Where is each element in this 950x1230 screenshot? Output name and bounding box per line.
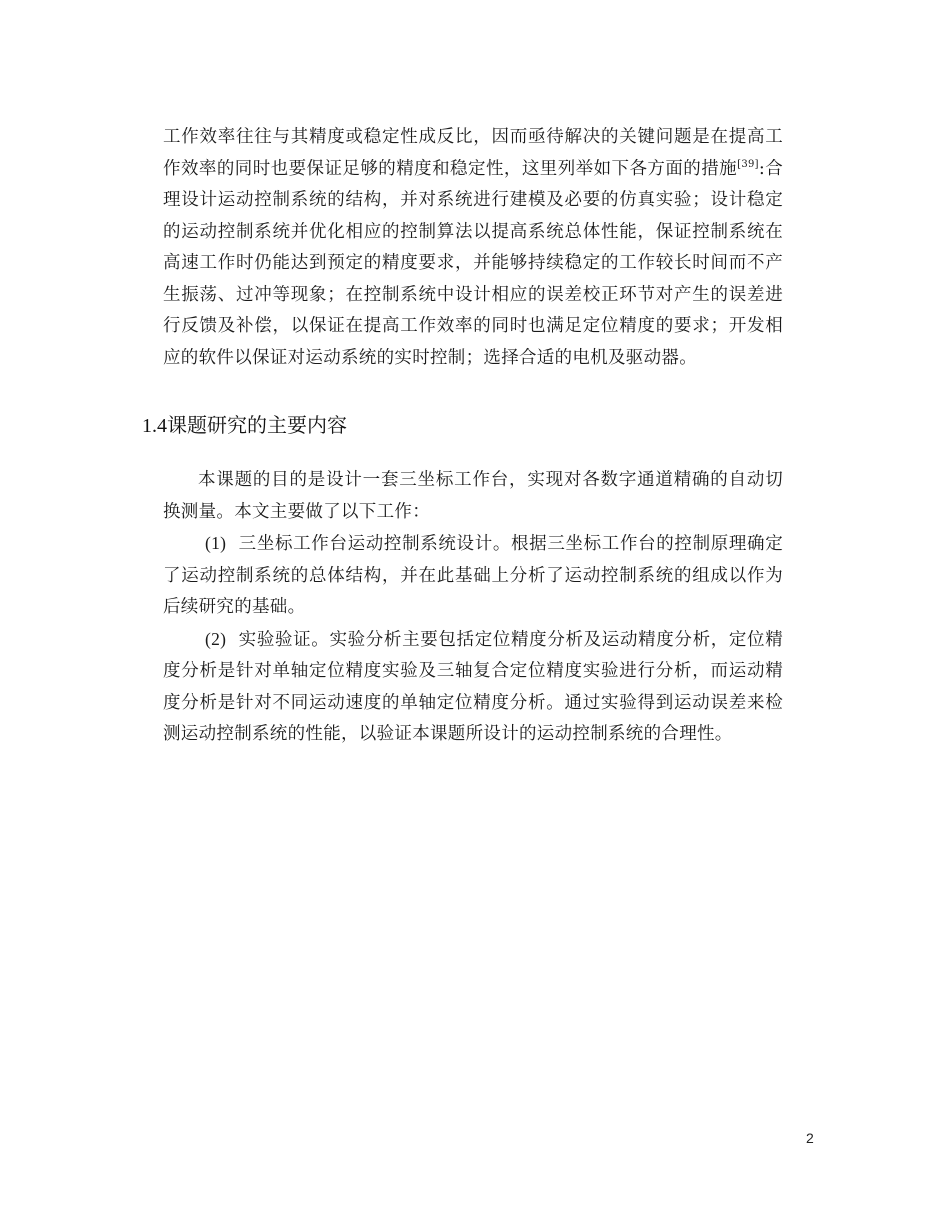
section-heading: [142, 410, 347, 441]
list-item: [163, 528, 783, 624]
page-number: 2: [806, 1130, 814, 1146]
list-item-number: (1): [205, 533, 227, 553]
section-number: 1.4: [142, 415, 167, 437]
body-paragraph: [163, 122, 783, 374]
section-title: 课题研究的主要内容: [167, 413, 347, 437]
citation-superscript: [39]: [737, 158, 759, 170]
list-item-number: (2): [205, 628, 227, 649]
list-item: [163, 624, 783, 751]
paragraph-text-continued: :合理设计运动控制系统的结构，并对系统进行建模及必要的仿真实验；设计稳定的运动控制系统并优化相应的控制算法以提高系统总体性能，保证控制系统在高速工作时仍能达到预定的精度要求，并能够持续稳定的工作较长时间而不产生振荡、过冲等现象；在控制系统中设计相应的误差校正环节对产生的误差进行反馈及补偿，以保证在提高工作效率的同时也满足定位精度的要求；开发相应的软件以保证对运动系统的实时控制；选择合适的电机及驱动器。: [163, 158, 783, 368]
intro-paragraph: 本课题的目的是设计一套三坐标工作台，实现对各数字通道精确的自动切换测量。本文主要做了以下工作：: [163, 470, 783, 522]
paragraph-text: 工作效率往往与其精度或稳定性成反比，因而亟待解决的关键问题是在提高工作效率的同时也要保证足够的精度和稳定性，这里列举如下各方面的措施: [163, 127, 783, 179]
list-item-text: 实验验证。实验分析主要包括定位精度分析及运动精度分析，定位精度分析是针对单轴定位精度实验及三轴复合定位精度实验进行分析，而运动精度分析是针对不同运动速度的单轴定位精度分析。通过实验得到运动误差来检测运动控制系统的性能，以验证本课题所设计的运动控制系统的合理性。: [163, 629, 783, 744]
section-body: [163, 465, 783, 751]
list-item-text: 三坐标工作台运动控制系统设计。根据三坐标工作台的控制原理确定了运动控制系统的总体结构，并在此基础上分析了运动控制系统的组成以作为后续研究的基础。: [163, 534, 783, 617]
